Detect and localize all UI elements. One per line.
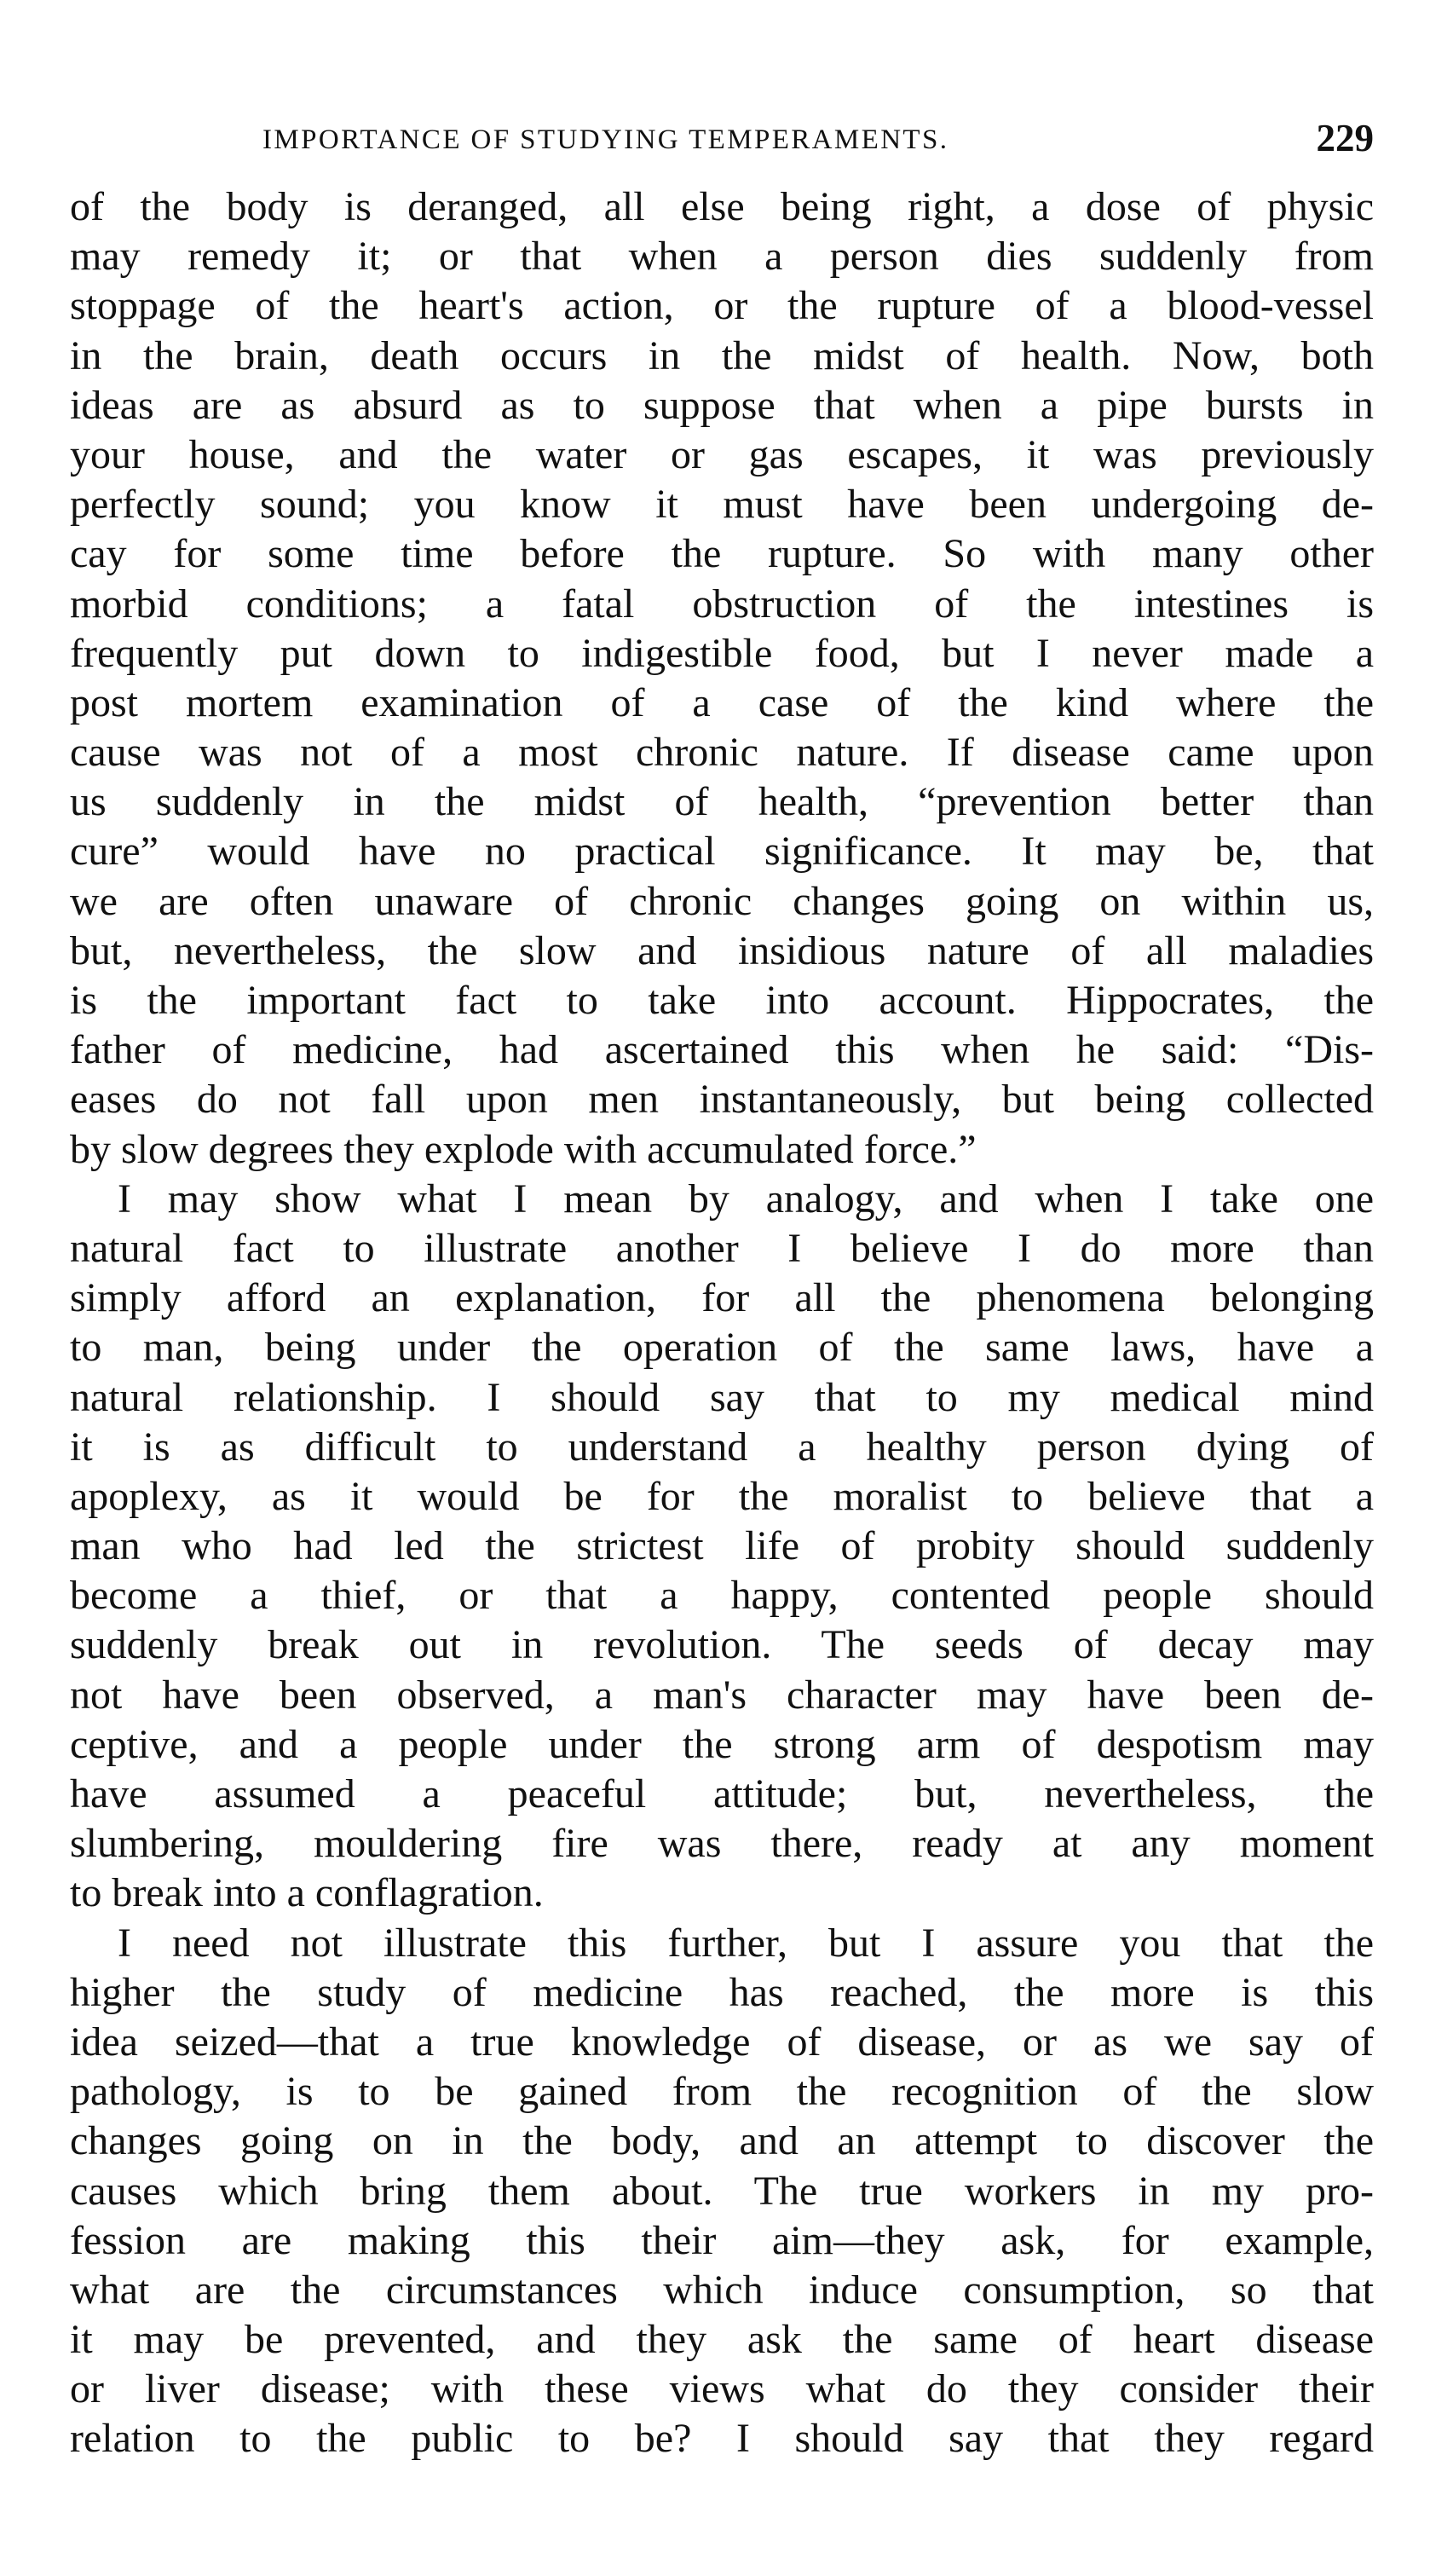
- text-line: of the body is deranged, all else being right, a dose of physic: [70, 184, 1374, 229]
- text-line: but, nevertheless, the slow and insidious nature of all maladies: [70, 927, 1374, 973]
- body-text: [70, 182, 1374, 2464]
- paragraph-3: [70, 1919, 1374, 2464]
- text-line: slumbering, mouldering fire was there, ready at any moment: [70, 1821, 1374, 1867]
- text-line: us suddenly in the midst of health, “prevention better than: [70, 779, 1374, 825]
- text-line: your house, and the water or gas escapes, it was previously: [70, 431, 1374, 477]
- text-line: it may be prevented, and they ask the same of heart disease: [70, 2317, 1374, 2363]
- paragraph-2: [70, 1175, 1374, 1919]
- text-line: father of medicine, had ascertained this when he said: “Dis-: [70, 1027, 1374, 1073]
- text-line: cure” would have no practical significance. It may be, that: [70, 829, 1374, 875]
- text-line: become a thief, or that a happy, contented people should: [70, 1573, 1374, 1619]
- text-line: cause was not of a most chronic nature. If disease came upon: [70, 730, 1374, 776]
- paragraph-1: [70, 182, 1374, 1175]
- book-page: [70, 94, 1374, 2549]
- text-line: we are often unaware of chronic changes going on within us,: [70, 878, 1374, 924]
- text-line: to man, being under the operation of the same laws, have a: [70, 1325, 1374, 1371]
- text-line: I may show what I mean by analogy, and when I take one: [118, 1175, 1374, 1222]
- text-line: suddenly break out in revolution. The seeds of decay may: [70, 1622, 1374, 1668]
- text-line: perfectly sound; you know it must have been undergoing de-: [70, 482, 1374, 528]
- text-line: eases do not fall upon men instantaneously, but being collected: [70, 1077, 1374, 1123]
- text-line: or liver disease; with these views what do they consider their: [70, 2366, 1374, 2412]
- text-line: is the important fact to take into account. Hippocrates, the: [70, 978, 1374, 1023]
- text-line: may remedy it; or that when a person dies suddenly from: [70, 234, 1374, 280]
- text-line: it is as difficult to understand a healthy person dying of: [70, 1424, 1374, 1470]
- text-line: idea seized—that a true knowledge of disease, or as we say of: [70, 2019, 1374, 2065]
- text-line: by slow degrees they explode with accumulated force.”: [70, 1126, 977, 1172]
- text-line: cay for some time before the rupture. So with many other: [70, 531, 1374, 577]
- text-line: pathology, is to be gained from the recognition of the slow: [70, 2069, 1374, 2115]
- text-line: to break into a conflagration.: [70, 1870, 544, 1916]
- text-line: post mortem examination of a case of the kind where the: [70, 679, 1374, 725]
- text-line: higher the study of medicine has reached, the more is this: [70, 1969, 1374, 2015]
- text-line: I need not illustrate this further, but I assure you that the: [118, 1920, 1374, 1966]
- text-line: apoplexy, as it would be for the moralist to believe that a: [70, 1473, 1374, 1519]
- text-line: have assumed a peaceful attitude; but, nevertheless, the: [70, 1771, 1374, 1816]
- text-line: natural relationship. I should say that to my medical mind: [70, 1374, 1374, 1420]
- text-line: in the brain, death occurs in the midst of health. Now, both: [70, 332, 1374, 378]
- text-line: natural fact to illustrate another I believe I do more than: [70, 1225, 1374, 1271]
- running-head: [70, 94, 1374, 165]
- page-number: 229: [1316, 117, 1374, 159]
- text-line: ceptive, and a people under the strong arm of despotism may: [70, 1721, 1374, 1767]
- text-line: frequently put down to indigestible food, but I never made a: [70, 630, 1374, 676]
- running-title: IMPORTANCE OF STUDYING TEMPERAMENTS.: [262, 124, 949, 155]
- text-line: causes which bring them about. The true workers in my pro-: [70, 2168, 1374, 2214]
- text-line: man who had led the strictest life of probity should suddenly: [70, 1523, 1374, 1569]
- text-line: stoppage of the heart's action, or the rupture of a blood-vessel: [70, 283, 1374, 329]
- text-line: not have been observed, a man's character may have been de-: [70, 1672, 1374, 1718]
- text-line: simply afford an explanation, for all the phenomena belonging: [70, 1275, 1374, 1321]
- text-line: changes going on in the body, and an attempt to discover the: [70, 2118, 1374, 2164]
- text-line: what are the circumstances which induce consumption, so that: [70, 2267, 1374, 2313]
- text-line: fession are making this their aim—they ask, for example,: [70, 2217, 1374, 2263]
- text-line: morbid conditions; a fatal obstruction of the intestines is: [70, 580, 1374, 627]
- text-line: relation to the public to be? I should say that they regard: [70, 2416, 1374, 2462]
- text-line: ideas are as absurd as to suppose that when a pipe bursts in: [70, 382, 1374, 428]
